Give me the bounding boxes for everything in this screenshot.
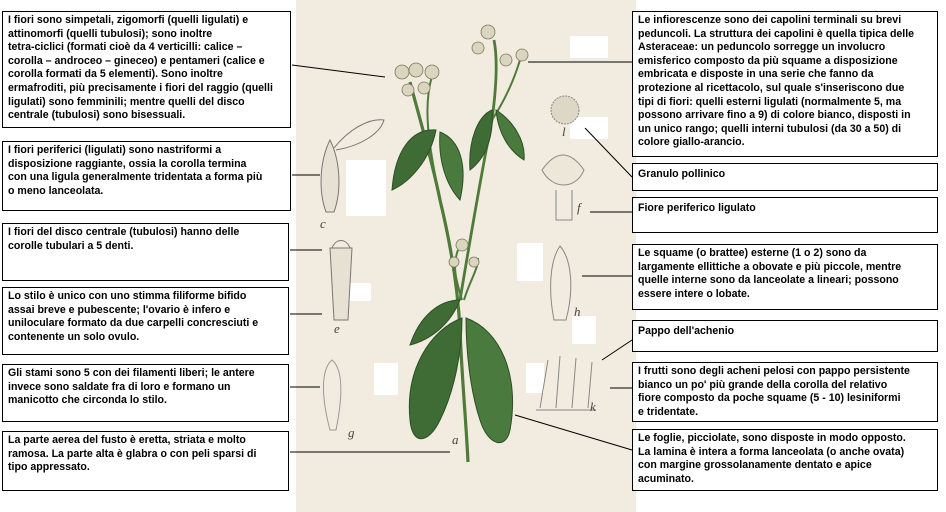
leader-pappo	[602, 340, 632, 360]
lower-leaf-right	[466, 318, 513, 443]
figure-g-stamen	[324, 360, 341, 430]
upper-leaf	[496, 110, 524, 160]
text-box-fiori-periferici: I fiori periferici (ligulati) sono nastriformi a disposizione raggiante, ossia la corolla termina con una ligula generalmente tridentata a forma più o meno lanceolata.	[2, 141, 291, 211]
text-box-frutti: I frutti sono degli acheni pelosi con pappo persistente bianco un po' più grande della corolla del relativo fiore composto da poche squame (5 - 10) lesiniformi e tridentate.	[632, 362, 938, 422]
figure-letter-k: k	[590, 399, 596, 414]
text-box-fiori-disco: I fiori del disco centrale (tubulosi) hanno delle corolle tubulari a 5 denti.	[2, 223, 289, 281]
figure-c-ligulate-flower	[321, 120, 384, 212]
text-box-granulo-pollinico: Granulo pollinico	[632, 163, 938, 191]
text-box-pappo: Pappo dell'achenio	[632, 320, 938, 352]
text-box-stilo: Lo stilo è unico con uno stimma filiforme bifido assai breve e pubescente; l'ovario è infero e uniloculare formato da due carpelli concresciuti e contenente un solo ovulo.	[2, 287, 289, 355]
figure-letter-a: a	[452, 432, 459, 447]
figure-e-tubular-flower	[330, 241, 352, 321]
text-box-fusto: La parte aerea del fusto è eretta, striata e molto ramosa. La parte alta è glabra o con peli sparsi di tipo appressato.	[2, 431, 289, 491]
figure-h-bract	[551, 246, 571, 320]
figure-letter-f: f	[577, 200, 581, 215]
leader-fiori	[292, 65, 385, 77]
leader-foglie	[515, 415, 632, 450]
figure-letter-c: c	[320, 216, 326, 231]
figure-k-pappus	[536, 356, 596, 410]
leader-granulo	[585, 128, 632, 177]
text-box-infiorescenze: Le infiorescenze sono dei capolini terminali su brevi peduncoli. La struttura dei capolini è quella tipica delle Asteraceae: un peduncolo sorregge un involucro emisferico composto da più squame a disposizione embricata e disposte in una serie che fanno da protezione al ricettacolo, sul quale s'inseriscono due tipi di fiori: quelli esterni ligulati (normalmente 5, ma possono arrivare fino a 9) di colore bianco, disposti in un unico rango; quelli interni tubulosi (da 30 a 50) di colore giallo-arancio.	[632, 11, 938, 157]
text-box-squame: Le squame (o brattee) esterne (1 o 2) sono da largamente ellittiche a obovate e più piccole, mentre quelle interne sono da lanceolate a lineari; possono essere intere o lobate.	[632, 244, 938, 310]
text-box-fiore-periferico: Fiore periferico ligulato	[632, 197, 938, 233]
figure-letter-l: l	[562, 124, 566, 139]
upper-leaf	[470, 110, 493, 170]
figure-letter-h: h	[574, 304, 581, 319]
upper-leaf	[440, 132, 463, 200]
figure-letter-e: e	[334, 321, 340, 336]
figure-l-pollen	[551, 96, 579, 124]
text-box-stami: Gli stami sono 5 con dei filamenti liberi; le antere invece sono saldate fra di loro e formano un manicotto che circonda lo stilo.	[2, 364, 289, 422]
text-box-foglie: Le foglie, picciolate, sono disposte in modo opposto. La lamina è intera a forma lanceolata (o anche ovata) con margine grossolanamente dentato e apice acuminato.	[632, 429, 938, 491]
text-box-fiori: I fiori sono simpetali, zigomorfi (quelli ligulati) e attinomorfi (quelli tubulosi); sono inoltre tetra-ciclici (formati cioè da 4 verticilli: calice – corolla – androceo – gineceo) e pentameri (calice e corolla formati da 5 elementi). Sono inoltre ermafroditi, più precisamente i fiori del raggio (quelli ligulati) sono femminili; mentre quelli del disco centrale (tubulosi) sono bisessuali.	[2, 11, 291, 128]
figure-letter-g: g	[348, 425, 355, 440]
